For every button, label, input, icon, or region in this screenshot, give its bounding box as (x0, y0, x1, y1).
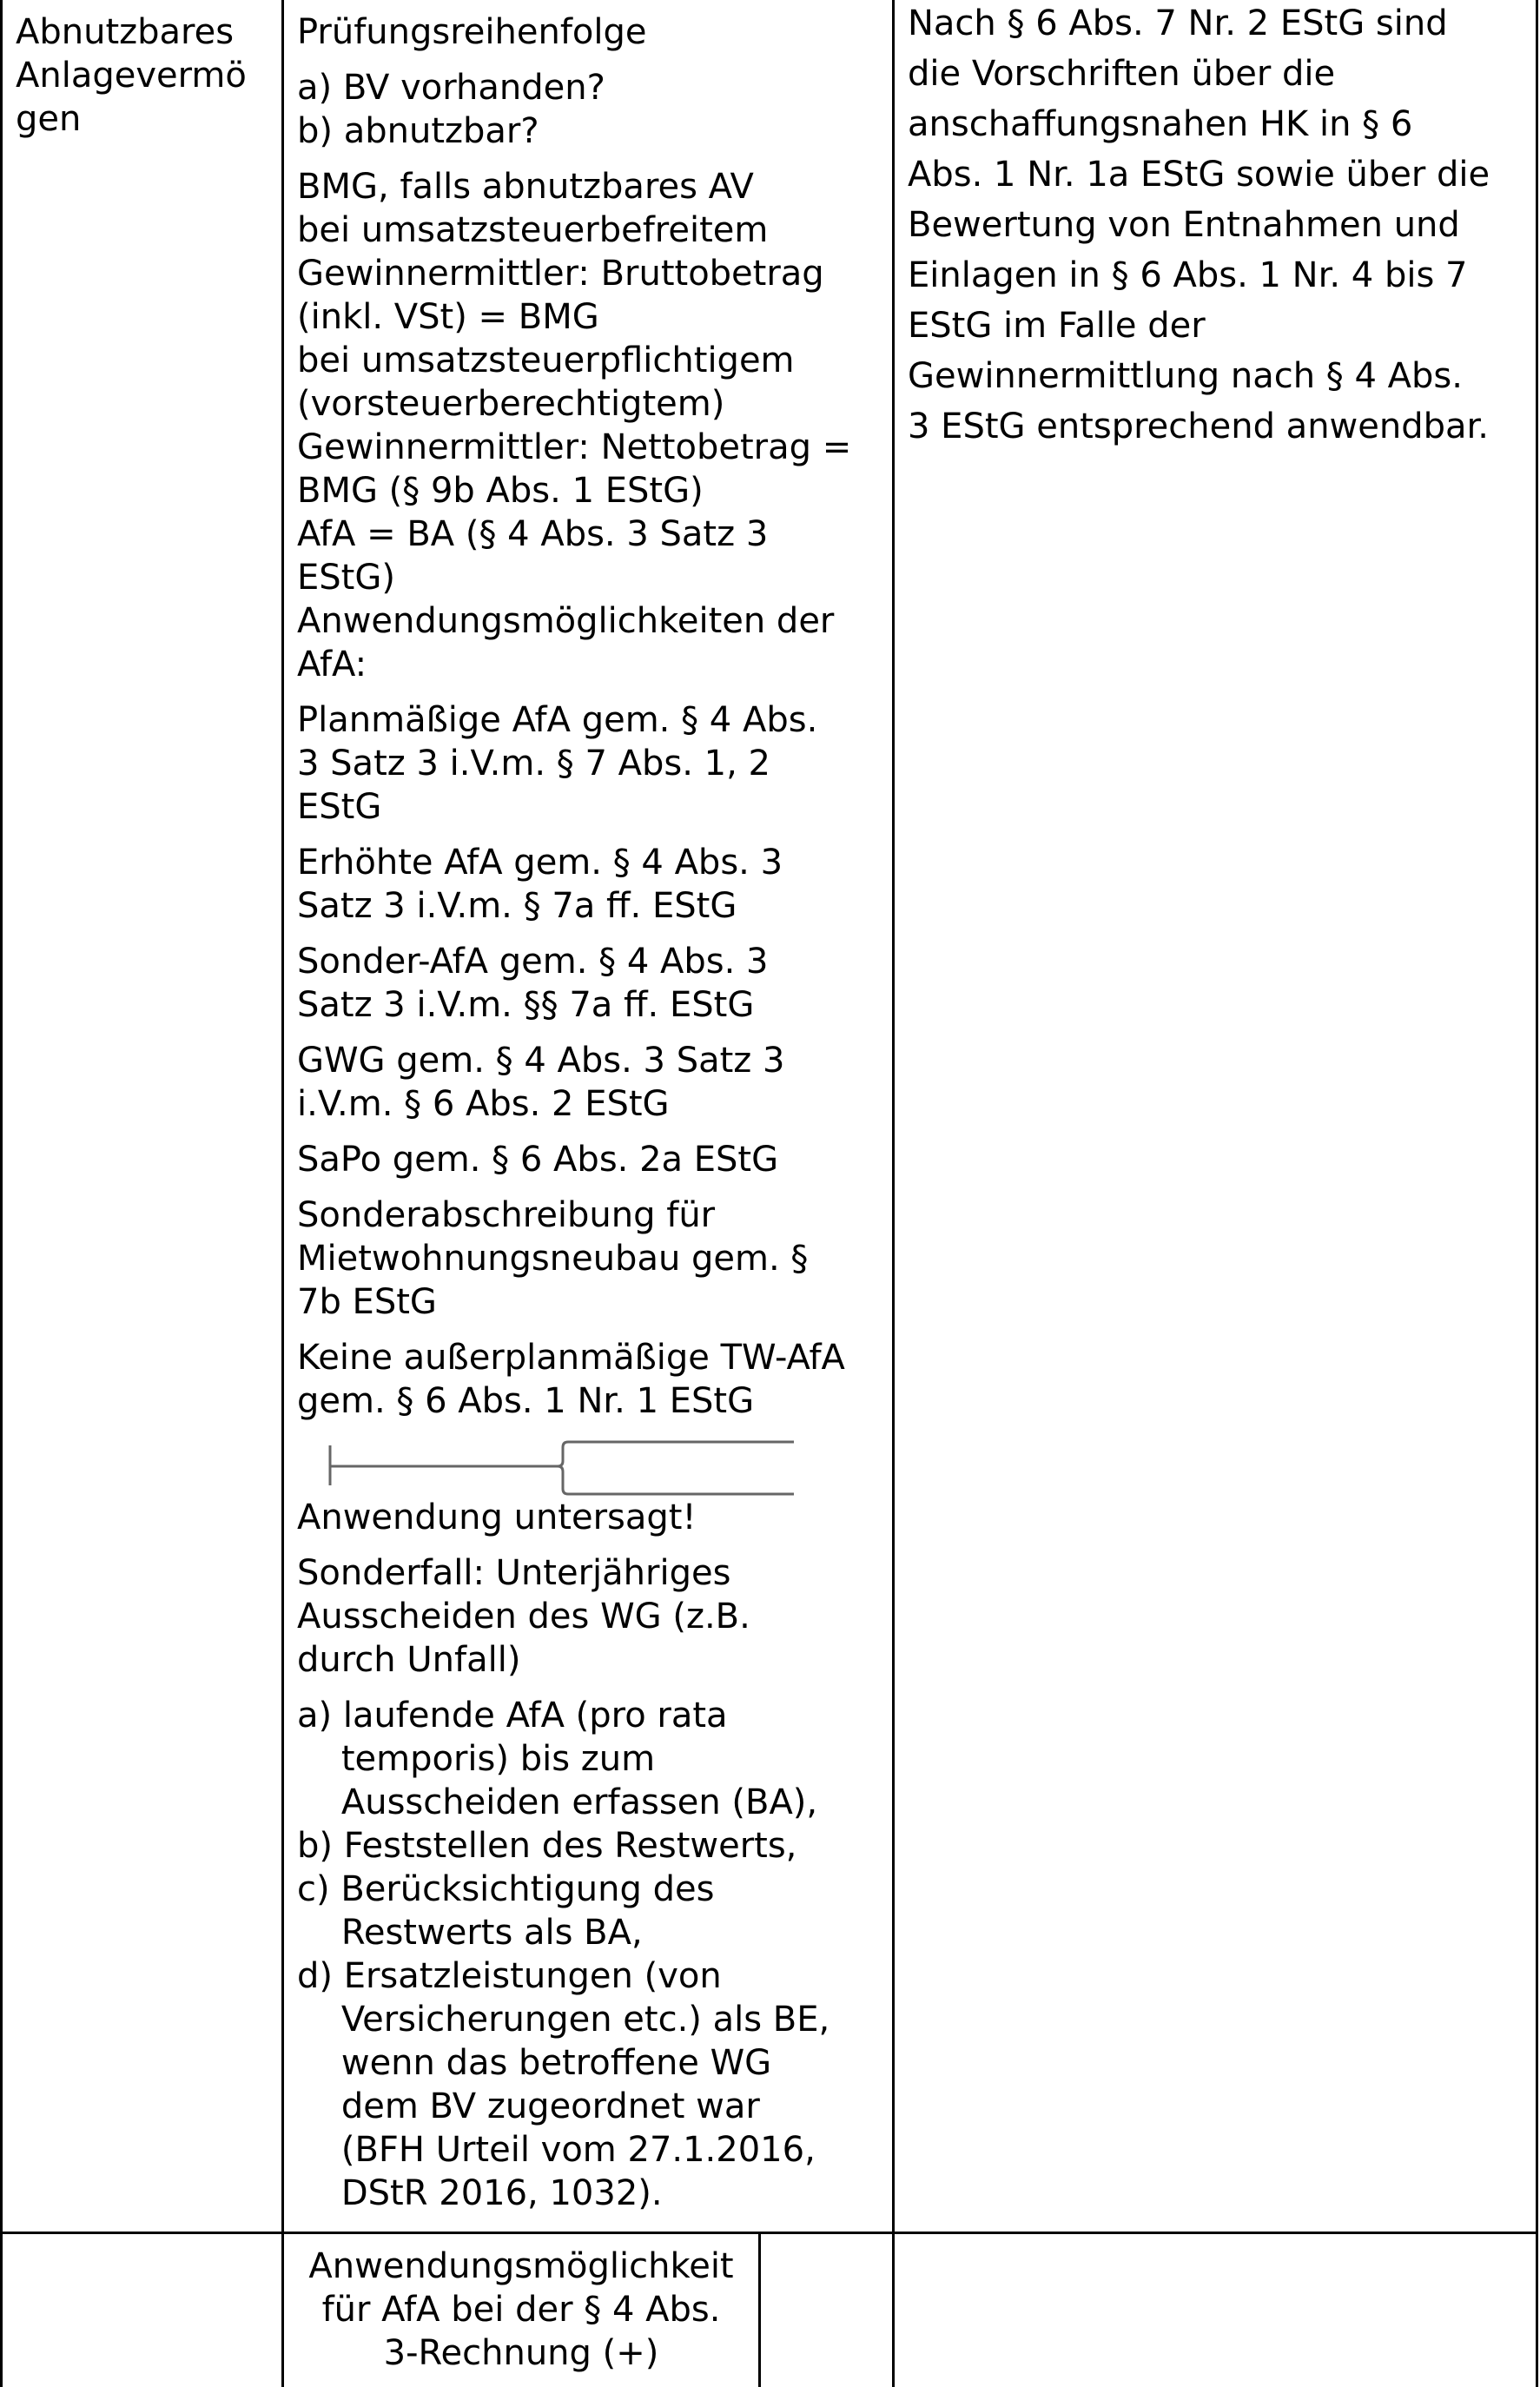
afa-option-line: Sonder-AfA gem. § 4 Abs. 3 (297, 942, 769, 982)
table-divider-col2 (892, 0, 895, 2387)
special-case-step: Ausscheiden erfassen (BA), (297, 1782, 818, 1822)
afa-option-line: Satz 3 i.V.m. §§ 7a ff. EStG (297, 985, 755, 1025)
bmg-line: AfA = BA (§ 4 Abs. 3 Satz 3 (297, 514, 769, 554)
note-line: die Vorschriften über die (908, 54, 1336, 94)
note-line: Bewertung von Entnahmen und (908, 205, 1460, 245)
note-line: 3 EStG entsprechend anwendbar. (908, 407, 1490, 446)
special-case-step: dem BV zugeordnet war (297, 2086, 760, 2126)
bracket-connector-graphic (297, 1426, 818, 1504)
special-case-step: Versicherungen etc.) als BE, (297, 2000, 830, 2040)
category-line: gen (16, 99, 82, 139)
note-line: Abs. 1 Nr. 1a EStG sowie über die (908, 155, 1490, 195)
check-line: a) BV vorhanden? (297, 68, 605, 108)
special-case-line: Ausscheiden des WG (z.B. (297, 1597, 750, 1637)
table-cell-row2-category (3, 2234, 281, 2387)
special-case-step: c) Berücksichtigung des (297, 1869, 715, 1909)
afa-option-line: gem. § 6 Abs. 1 Nr. 1 EStG (297, 1381, 755, 1421)
bmg-line: AfA: (297, 645, 367, 684)
bmg-line: Gewinnermittler: Bruttobetrag (297, 254, 824, 294)
special-case-step: (BFH Urteil vom 27.1.2016, (297, 2130, 816, 2170)
bmg-line: bei umsatzsteuerbefreitem (297, 210, 769, 250)
afa-option-line: Keine außerplanmäßige TW-AfA (297, 1338, 845, 1378)
afa-application-line: 3-Rechnung (+) (383, 2333, 659, 2373)
afa-option-line: 3 Satz 3 i.V.m. § 7 Abs. 1, 2 (297, 744, 770, 784)
special-case-step: wenn das betroffene WG (297, 2043, 772, 2083)
afa-option-line: Sonderabschreibung für (297, 1195, 716, 1235)
note-line: Einlagen in § 6 Abs. 1 Nr. 4 bis 7 (908, 255, 1468, 295)
prohibited-note: Anwendung untersagt! (297, 1498, 697, 1537)
afa-option-line: 7b EStG (297, 1282, 437, 1322)
table-cell-row2-empty (761, 2234, 892, 2387)
special-case-step: d) Ersatzleistungen (von (297, 1956, 722, 1996)
afa-option-line: GWG gem. § 4 Abs. 3 Satz 3 (297, 1041, 785, 1081)
table-cell-row2-note (895, 2234, 1536, 2387)
afa-option-line: Erhöhte AfA gem. § 4 Abs. 3 (297, 843, 783, 883)
bmg-line: BMG, falls abnutzbares AV (297, 167, 754, 207)
bmg-line: (inkl. VSt) = BMG (297, 297, 599, 337)
note-line: EStG im Falle der (908, 306, 1206, 346)
table-border-left (0, 0, 3, 2387)
procedure-heading: Prüfungsreihenfolge (297, 12, 647, 52)
afa-application-line: Anwendungsmöglichkeit (308, 2246, 734, 2286)
bmg-line: BMG (§ 9b Abs. 1 EStG) (297, 471, 704, 511)
bmg-line: Gewinnermittler: Nettobetrag = (297, 427, 852, 467)
note-line: Nach § 6 Abs. 7 Nr. 2 EStG sind (908, 3, 1448, 43)
category-line: Abnutzbares (16, 12, 235, 52)
afa-option-line: Planmäßige AfA gem. § 4 Abs. (297, 700, 818, 740)
check-line: b) abnutzbar? (297, 111, 539, 151)
afa-option-line: i.V.m. § 6 Abs. 2 EStG (297, 1084, 670, 1124)
table-divider-col1 (281, 0, 284, 2387)
afa-option-line: Satz 3 i.V.m. § 7a ff. EStG (297, 886, 737, 926)
afa-option-line: SaPo gem. § 6 Abs. 2a EStG (297, 1140, 779, 1180)
category-line: Anlagevermö (16, 56, 247, 96)
special-case-step: temporis) bis zum (297, 1739, 656, 1779)
bmg-line: Anwendungsmöglichkeiten der (297, 601, 835, 641)
bmg-line: bei umsatzsteuerpflichtigem (297, 341, 795, 380)
special-case-step: DStR 2016, 1032). (297, 2173, 663, 2213)
special-case-line: durch Unfall) (297, 1640, 521, 1680)
special-case-step: a) laufende AfA (pro rata (297, 1696, 728, 1736)
bmg-line: EStG) (297, 558, 395, 598)
bmg-line: (vorsteuerberechtigtem) (297, 384, 725, 424)
afa-application-line: für AfA bei der § 4 Abs. (321, 2290, 721, 2330)
note-line: anschaffungsnahen HK in § 6 (908, 104, 1413, 144)
afa-option-line: Mietwohnungsneubau gem. § (297, 1239, 809, 1279)
table-cell-afa-application (284, 2234, 758, 2387)
special-case-line: Sonderfall: Unterjähriges (297, 1553, 731, 1593)
afa-option-line: EStG (297, 787, 382, 827)
table-border-right (1536, 0, 1538, 2387)
special-case-step: Restwerts als BA, (297, 1913, 643, 1953)
note-line: Gewinnermittlung nach § 4 Abs. (908, 356, 1463, 396)
special-case-step: b) Feststellen des Restwerts, (297, 1826, 797, 1866)
